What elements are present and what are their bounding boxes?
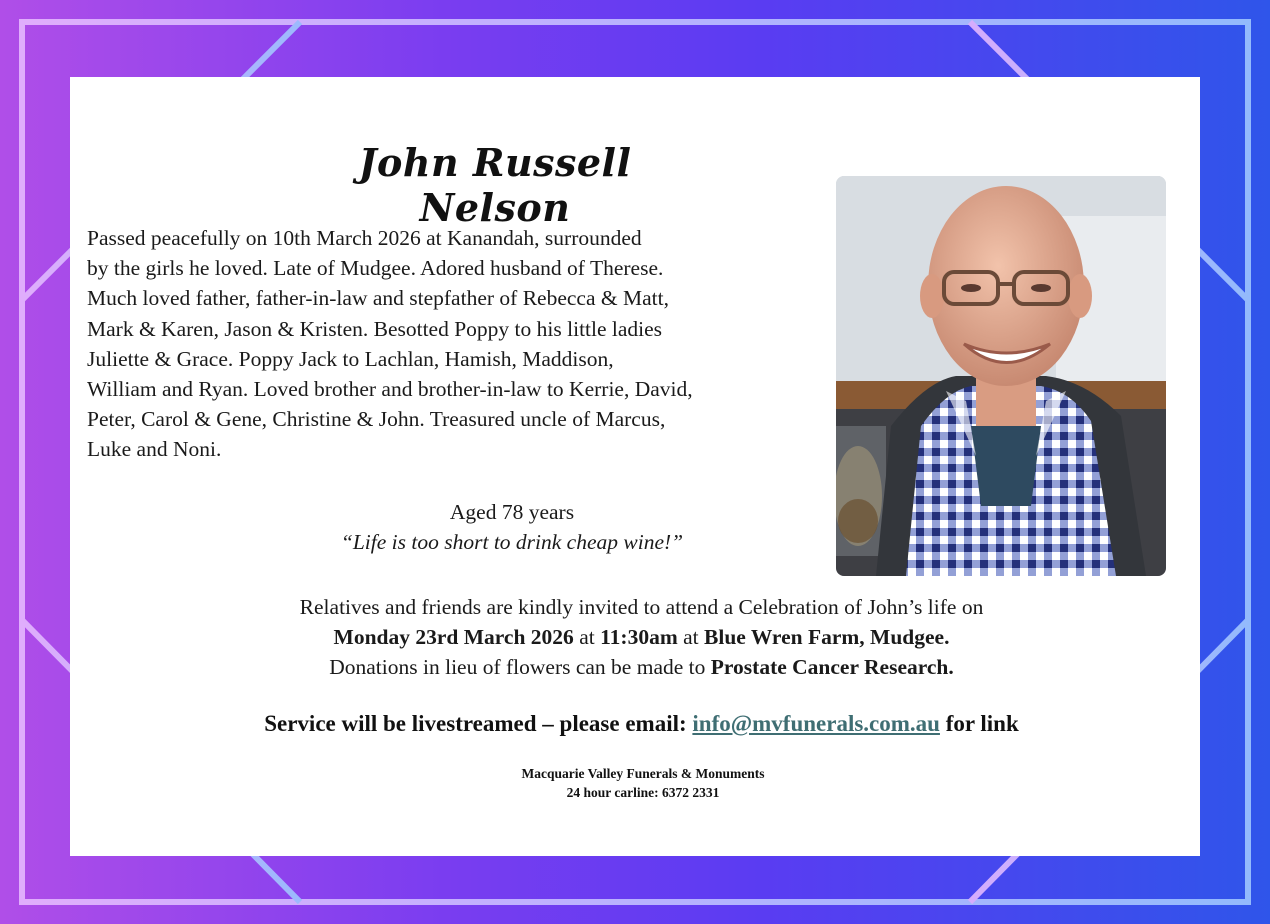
funeral-director-footer [443, 764, 843, 802]
bio-line: Luke and Noni. [87, 437, 222, 462]
service-details [120, 592, 1163, 682]
donations-prefix: Donations in lieu of flowers can be made to [329, 655, 706, 679]
portrait-photo [836, 176, 1166, 576]
bio-line: Much loved father, father-in-law and stepfather of Rebecca & Matt, [87, 286, 669, 311]
bio-line: by the girls he loved. Late of Mudgee. Adored husband of Therese. [87, 256, 664, 281]
bio-line: Juliette & Grace. Poppy Jack to Lachlan, Hamish, Maddison, [87, 346, 614, 371]
donations-line [120, 652, 1163, 682]
livestream-prefix: Service will be livestreamed – please email: [264, 711, 687, 736]
email-link[interactable]: info@mvfunerals.com.au [692, 711, 940, 736]
bio-line: William and Ryan. Loved brother and brother-in-law to Kerrie, David, [87, 377, 693, 402]
donations-charity: Prostate Cancer Research. [710, 655, 954, 679]
carline-number: 24 hour carline: 6372 2331 [566, 785, 720, 800]
bio-line: Mark & Karen, Jason & Kristen. Besotted Poppy to his little ladies [87, 316, 663, 341]
service-date-line [120, 622, 1163, 652]
obituary-text [87, 223, 832, 465]
at-word: at [683, 625, 699, 649]
bio-line: Peter, Carol & Gene, Christine & John. Treasured uncle of Marcus, [87, 407, 666, 432]
livestream-line [120, 711, 1163, 737]
service-date: Monday 23rd March 2026 [333, 625, 574, 649]
favourite-quote: “Life is too short to drink cheap wine!” [340, 530, 684, 554]
company-name: Macquarie Valley Funerals & Monuments [521, 766, 765, 781]
invite-line: Relatives and friends are kindly invited to attend a Celebration of John’s life on [299, 595, 984, 619]
at-word: at [579, 625, 595, 649]
bio-line: Passed peacefully on 10th March 2026 at Kanandah, surrounded [87, 226, 642, 250]
deceased-name: John Russell Nelson [358, 140, 632, 230]
service-location: Blue Wren Farm, Mudgee. [704, 625, 950, 649]
service-time: 11:30am [600, 625, 678, 649]
age-text: Aged 78 years [449, 500, 575, 524]
livestream-suffix: for link [945, 711, 1019, 736]
